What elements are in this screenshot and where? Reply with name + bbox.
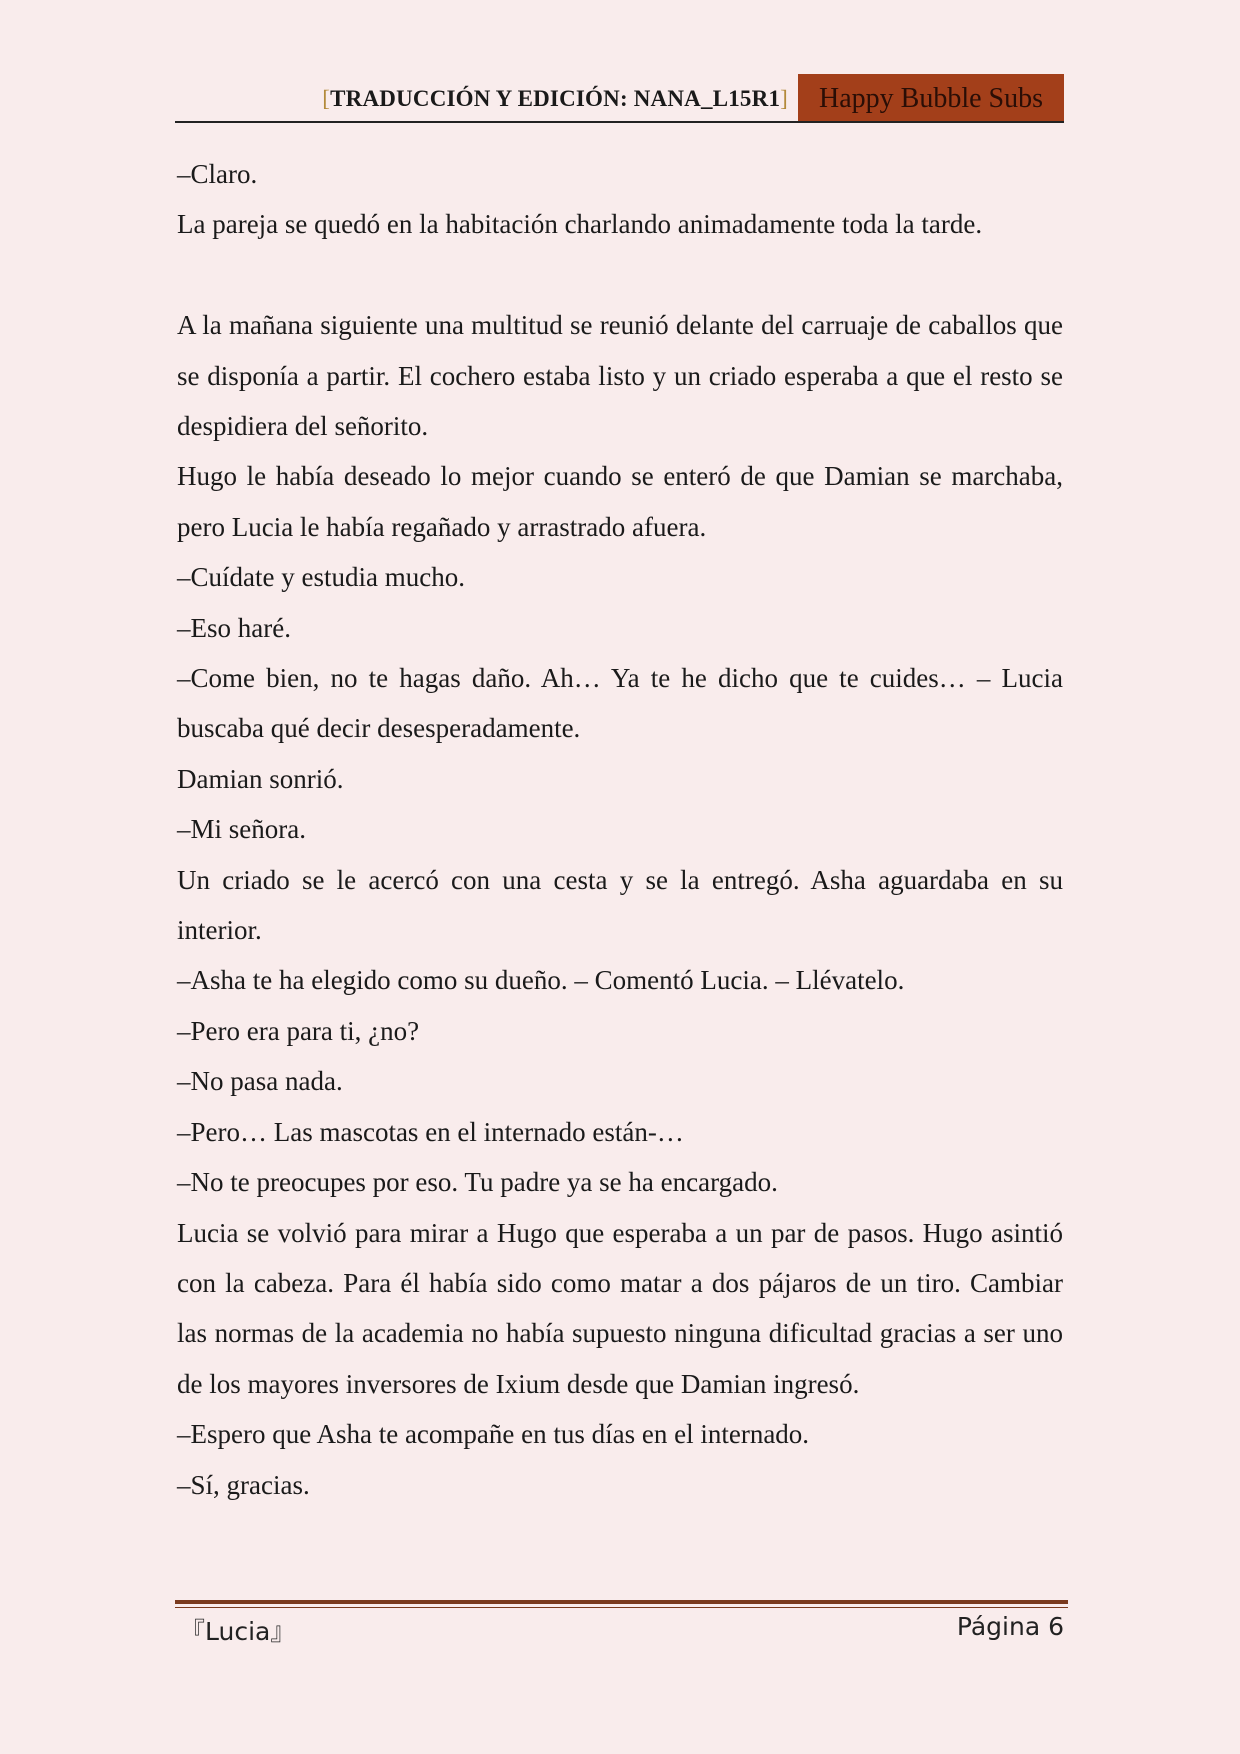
paragraph: –Cuídate y estudia mucho. [177, 562, 465, 593]
page-number: Página 6 [956, 1612, 1064, 1641]
credit-text: TRADUCCIÓN Y EDICIÓN: NANA_L15R1 [330, 86, 781, 111]
paragraph: La pareja se quedó en la habitación charlando animadamente toda la tarde. [177, 209, 983, 240]
header-rule [175, 121, 1064, 123]
paragraph: Lucia se volvió para mirar a Hugo que esperaba a un par de pasos. Hugo asintió con la cabeza. Para él había sido como matar a dos pájaros de un tiro. Cambiar las normas de la academia no había supuesto ninguna dificultad gracias a ser uno de los mayores inversores de Ixium desde que Damian ingresó. [177, 1217, 1063, 1399]
footer-rule-thick [175, 1600, 1068, 1604]
page-body [177, 149, 1063, 1510]
paragraph: Un criado se le acercó con una cesta y se la entregó. Asha aguardaba en su interior. [177, 864, 1063, 946]
book-title: 『Lucia』 [180, 1617, 296, 1646]
bracket-close: ] [780, 86, 788, 111]
paragraph: –Asha te ha elegido como su dueño. – Comentó Lucia. – Llévatelo. [177, 965, 905, 996]
page-header [175, 74, 1064, 123]
blank-line [177, 250, 1063, 300]
paragraph: A la mañana siguiente una multitud se reunió delante del carruaje de caballos que se disponía a partir. El cochero estaba listo y un criado esperaba a que el resto se despidiera del señorito. [177, 310, 1063, 442]
translation-credit [322, 86, 788, 112]
paragraph: –Sí, gracias. [177, 1469, 310, 1500]
paragraph: Damian sonrió. [177, 763, 344, 794]
paragraph: –No pasa nada. [177, 1066, 343, 1097]
paragraph: –No te preocupes por eso. Tu padre ya se ha encargado. [177, 1167, 778, 1198]
paragraph: Hugo le había deseado lo mejor cuando se enteró de que Damian se marchaba, pero Lucia le había regañado y arrastrado afuera. [177, 461, 1063, 542]
bracket-open: [ [322, 86, 331, 111]
paragraph: –Mi señora. [177, 814, 306, 845]
group-badge: Happy Bubble Subs [798, 74, 1064, 123]
paragraph: –Pero… Las mascotas en el internado están-… [177, 1116, 684, 1147]
paragraph: –Espero que Asha te acompañe en tus días en el internado. [177, 1419, 810, 1450]
footer-rule-thin [175, 1607, 1068, 1608]
paragraph: –Pero era para ti, ¿no? [177, 1015, 420, 1046]
paragraph: –Eso haré. [177, 612, 291, 643]
paragraph: –Come bien, no te hagas daño. Ah… Ya te he dicho que te cuides… – Lucia buscaba qué decir desesperadamente. [177, 663, 1063, 744]
paragraph: –Claro. [177, 159, 258, 189]
